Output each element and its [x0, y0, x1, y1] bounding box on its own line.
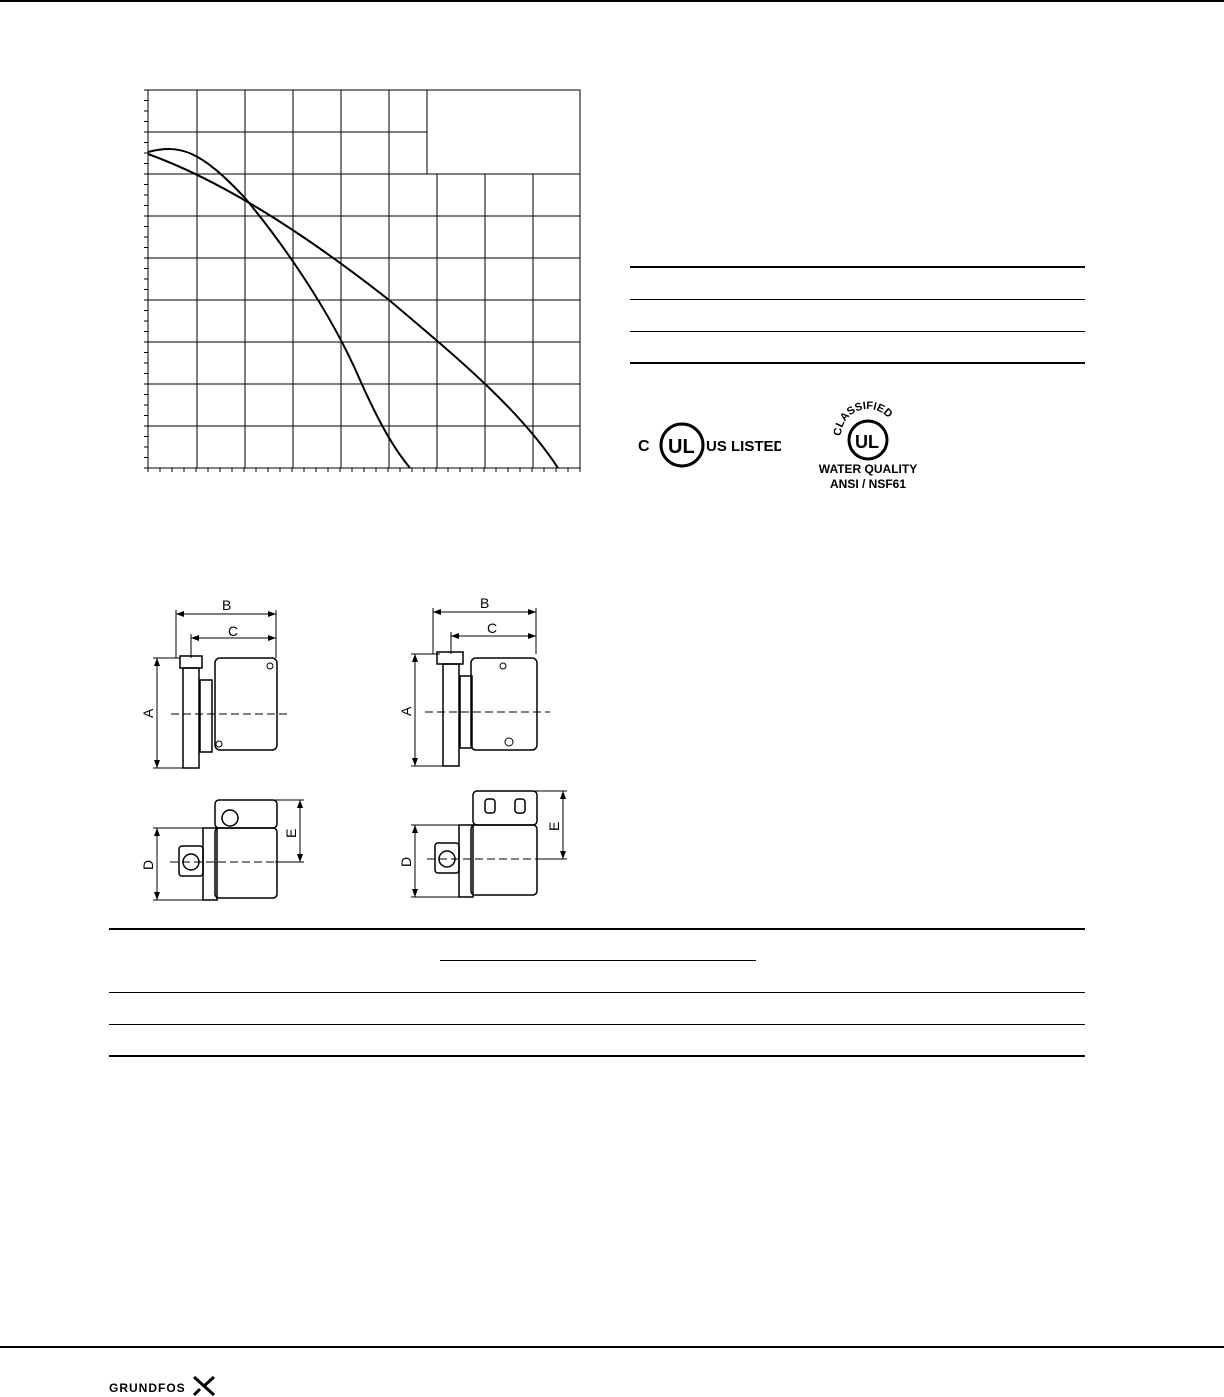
dim-label-e: E: [283, 828, 299, 838]
footer-logo: [109, 1375, 218, 1397]
table-rule: [109, 1024, 1085, 1025]
dim-label-c: C: [228, 623, 239, 639]
table-rule: [440, 960, 756, 961]
ul-listed-c: C: [638, 438, 650, 455]
pump-curve-steep: [148, 149, 410, 468]
table-rule: [630, 299, 1085, 300]
table-rule: [630, 362, 1085, 364]
pump-drawing-right-side: [395, 785, 575, 908]
footer-rule: [0, 1346, 1224, 1348]
pump-drawing-left-front: [135, 596, 305, 786]
dim-label-d: D: [140, 859, 156, 870]
dim-label-a: A: [140, 708, 156, 718]
performance-chart: [130, 80, 590, 485]
dim-label-c: C: [487, 620, 498, 636]
table-rule: [109, 992, 1085, 993]
table-rule: [109, 928, 1085, 930]
ul-listed-us-listed: US LISTED: [706, 438, 781, 455]
pump-drawing-right-front: [395, 590, 565, 780]
dim-label-a: A: [398, 706, 414, 716]
dim-label-d: D: [398, 856, 414, 867]
ul-classified-logo: [805, 398, 930, 501]
grundfos-x-icon: [190, 1375, 218, 1397]
chart-frame: [148, 90, 580, 468]
top-rule: [0, 0, 1224, 2]
ul-classified-arc-text: CLASSIFIED: [831, 399, 895, 437]
ul-classified-line1: WATER QUALITY: [818, 462, 918, 476]
dim-label-b: B: [222, 597, 232, 613]
pump-drawing-left-side: [135, 790, 315, 910]
brand-name: GRUNDFOS: [109, 1381, 186, 1395]
dim-label-b: B: [480, 595, 490, 611]
dim-label-e: E: [546, 821, 562, 831]
ul-listed-ul: UL: [668, 436, 695, 458]
ul-classified-line2: ANSI / NSF61: [829, 477, 907, 491]
pump-curve-flat: [148, 154, 558, 468]
ul-listed-logo: [636, 420, 781, 475]
table-rule: [630, 266, 1085, 268]
table-rule: [630, 331, 1085, 332]
ul-classified-ul: UL: [855, 432, 879, 452]
table-rule: [109, 1055, 1085, 1057]
